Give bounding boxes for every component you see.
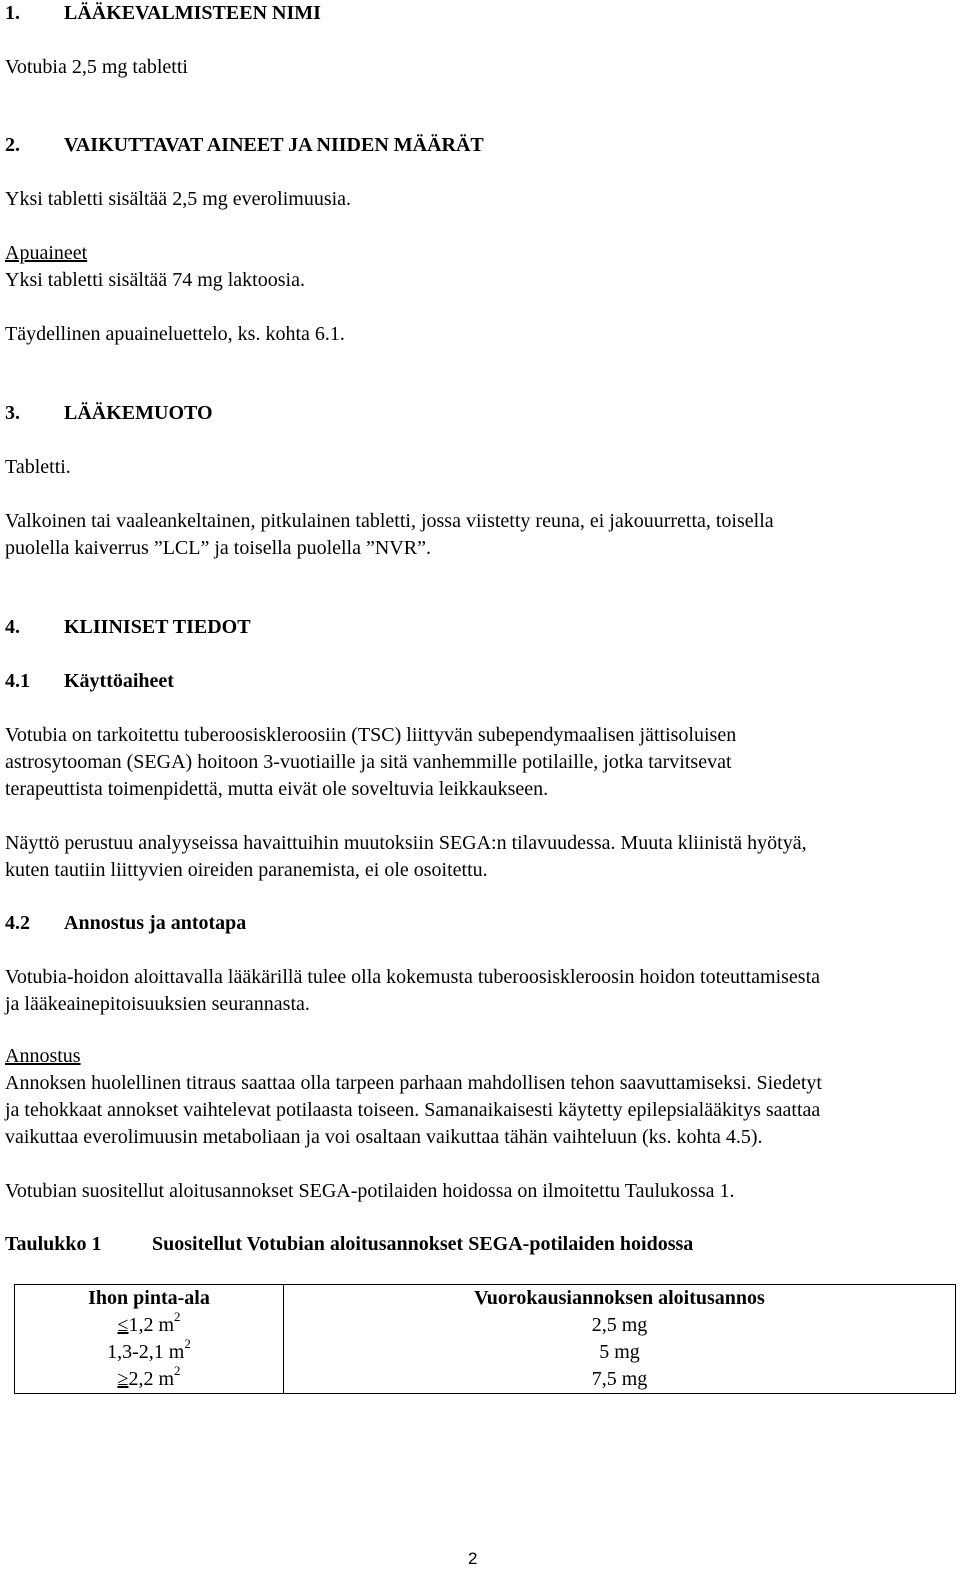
area-prefix: ≤ — [117, 1314, 129, 1336]
dose-cell: 2,5 mg — [284, 1312, 956, 1339]
column-header-starting-dose: Vuorokausiannoksen aloitusannos — [284, 1285, 956, 1313]
excipients-heading: Apuaineet — [5, 242, 88, 264]
dose-cell: 7,5 mg — [284, 1366, 956, 1394]
area-value: 1,3-2,1 m — [107, 1341, 185, 1363]
evidence-line-1: Näyttö perustuu analyyseissa havaittuihin muutoksiin SEGA:n tilavuudessa. Muuta kliinistä hyötyä, — [5, 832, 807, 854]
tablet-description-line-2: puolella kaiverrus ”LCL” ja toisella puolella ”NVR”. — [5, 537, 431, 559]
area-cell — [15, 1363, 284, 1394]
table-label: Taulukko 1 — [5, 1233, 102, 1255]
table-row — [15, 1312, 956, 1339]
full-excipient-list-text: Täydellinen apuaineluettelo, ks. kohta 6.1. — [5, 323, 345, 345]
pharmaceutical-form: Tabletti. — [5, 456, 71, 478]
area-cell — [15, 1336, 284, 1366]
table-row — [15, 1366, 956, 1394]
product-name: Votubia 2,5 mg tabletti — [5, 56, 188, 78]
dose-cell: 5 mg — [284, 1339, 956, 1366]
subsection-number: 4.2 — [5, 912, 30, 934]
section-2-heading — [5, 132, 484, 159]
table-caption — [5, 1231, 693, 1258]
section-3-heading — [5, 400, 213, 427]
section-1-heading — [5, 0, 321, 27]
indication-line-2: astrosytooman (SEGA) hoitoon 3-vuotiaille ja sitä vanhemmille potilaille, jotka tarvitsevat — [5, 751, 732, 773]
active-substance-text: Yksi tabletti sisältää 2,5 mg everolimuusia. — [5, 188, 352, 210]
section-title: LÄÄKEMUOTO — [64, 402, 213, 424]
tablet-description-line-1: Valkoinen tai vaaleankeltainen, pitkulainen tabletti, jossa viistetty reuna, ei jakouurretta, toisella — [5, 510, 774, 532]
starting-dose-text: Votubian suositellut aloitusannokset SEGA-potilaiden hoidossa on ilmoitettu Taulukossa 1. — [5, 1180, 735, 1202]
subsection-number: 4.1 — [5, 670, 30, 692]
dosing-heading: Annostus — [5, 1045, 81, 1067]
subsection-4-2-heading — [5, 910, 246, 937]
section-number: 3. — [5, 402, 20, 424]
subsection-title: Annostus ja antotapa — [64, 912, 247, 934]
starting-dose-table — [14, 1284, 956, 1394]
subsection-title: Käyttöaiheet — [64, 670, 174, 692]
area-unit-superscript: 2 — [184, 1336, 191, 1352]
indication-line-3: terapeuttista toimenpidettä, mutta eivät ole soveltuvia leikkaukseen. — [5, 778, 549, 800]
area-prefix: ≥ — [117, 1368, 129, 1390]
titration-line-3: vaikuttaa everolimuusin metaboliaan ja voi osaltaan vaikuttaa tähän vaihteluun (ks. kohta 4.5). — [5, 1126, 763, 1148]
section-number: 1. — [5, 2, 20, 24]
area-unit-superscript: 2 — [174, 1363, 181, 1379]
titration-line-2: ja tehokkaat annokset vaihtelevat potilaasta toiseen. Samanaikaisesti käytetty epilepsialääkitys saattaa — [5, 1099, 821, 1121]
evidence-line-2: kuten tautiin liittyvien oireiden paranemista, ei ole osoitettu. — [5, 859, 488, 881]
section-title: VAIKUTTAVAT AINEET JA NIIDEN MÄÄRÄT — [64, 134, 484, 156]
prescriber-line-2: ja lääkeainepitoisuuksien seurannasta. — [5, 993, 310, 1015]
table-row — [15, 1339, 956, 1366]
area-value: 1,2 m — [128, 1314, 175, 1336]
table-title: Suositellut Votubian aloitusannokset SEGA-potilaiden hoidossa — [152, 1233, 694, 1255]
section-title: LÄÄKEVALMISTEEN NIMI — [64, 2, 321, 24]
area-value: 2,2 m — [128, 1368, 175, 1390]
section-number: 2. — [5, 134, 20, 156]
subsection-4-1-heading — [5, 668, 174, 695]
section-number: 4. — [5, 616, 20, 638]
excipients-text: Yksi tabletti sisältää 74 mg laktoosia. — [5, 269, 305, 291]
area-cell — [15, 1309, 284, 1339]
table-header-row — [15, 1285, 956, 1313]
prescriber-line-1: Votubia-hoidon aloittavalla lääkärillä tulee olla kokemusta tuberoosiskleroosin hoidon toteuttamisesta — [5, 966, 820, 988]
titration-line-1: Annoksen huolellinen titraus saattaa olla tarpeen parhaan mahdollisen tehon saavuttamiseksi. Siedetyt — [5, 1072, 822, 1094]
section-title: KLIINISET TIEDOT — [64, 616, 251, 638]
area-unit-superscript: 2 — [174, 1309, 181, 1325]
section-4-heading — [5, 614, 251, 641]
indication-line-1: Votubia on tarkoitettu tuberoosiskleroosiin (TSC) liittyvän subependymaalisen jättisoluisen — [5, 724, 737, 746]
column-header-body-surface-area: Ihon pinta-ala — [15, 1285, 284, 1313]
page-number: 2 — [468, 1549, 478, 1568]
